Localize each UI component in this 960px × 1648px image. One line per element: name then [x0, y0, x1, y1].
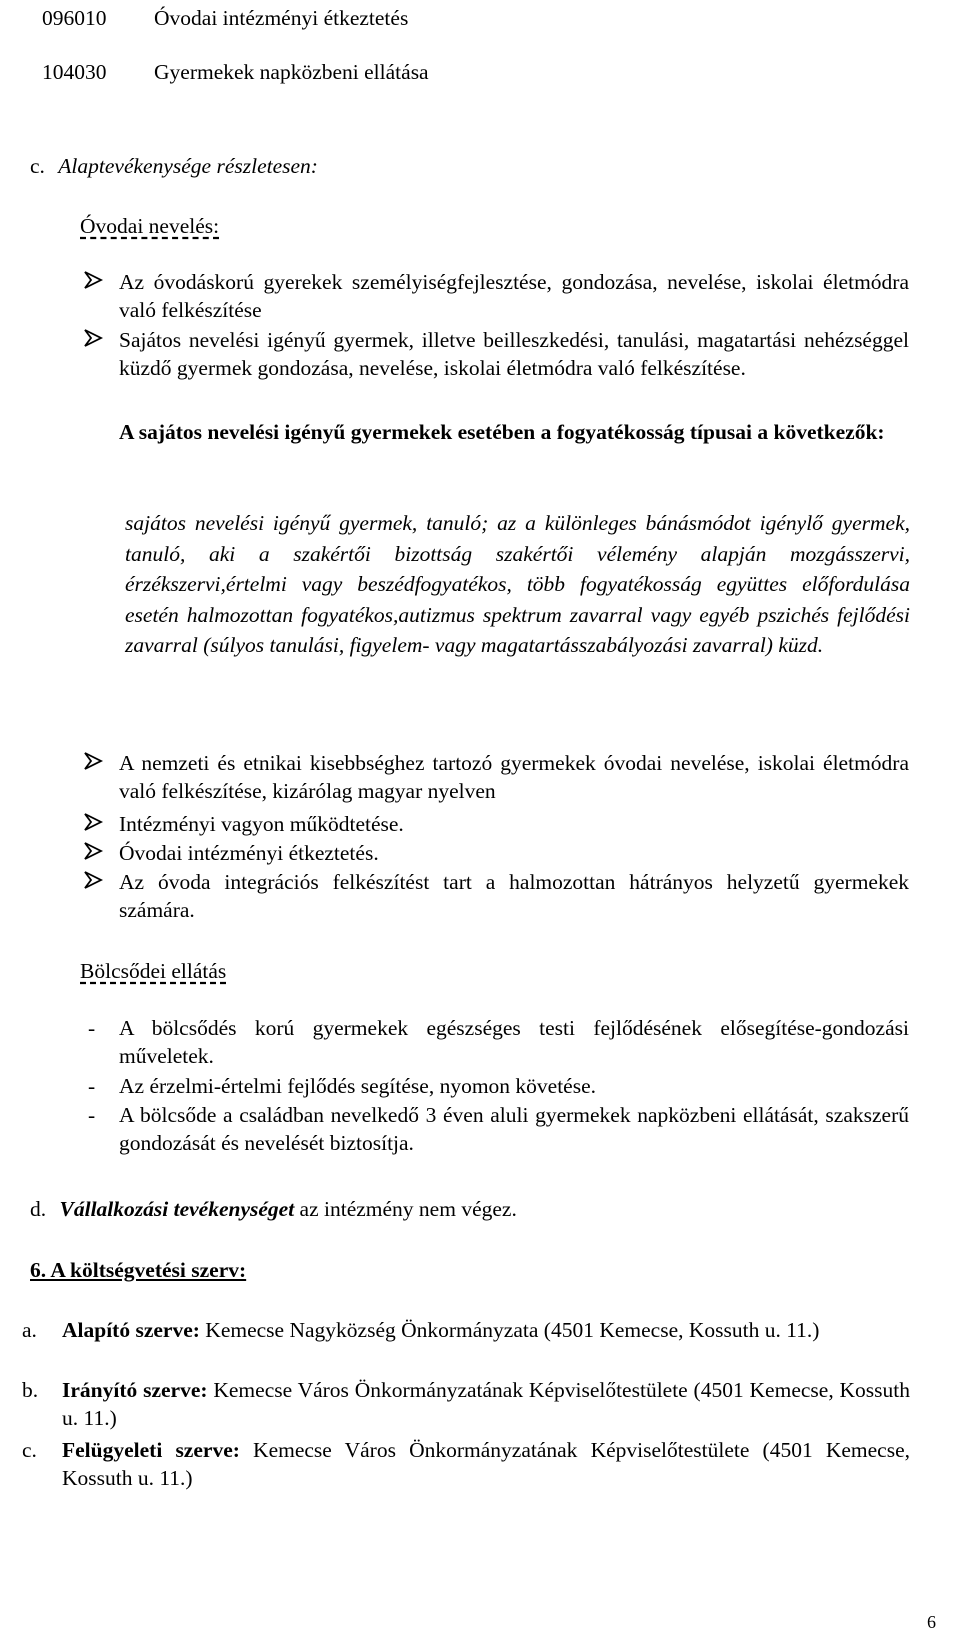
arrow-bullet-icon [82, 869, 108, 895]
arrow-bullet-icon [82, 840, 108, 866]
list-item-label: Felügyeleti szerve: [62, 1438, 240, 1462]
list-item-label: Alapító szerve: [62, 1318, 200, 1342]
list-item-text: Kemecse Nagyközség Önkormányzata (4501 Kemecse, Kossuth u. 11.) [199, 1318, 820, 1342]
section-letter: c. [30, 154, 45, 178]
dash-item-text: A bölcsődés korú gyermekek egészséges testi fejlődésének elősegítése-gondozási műveletek. [119, 1016, 909, 1068]
dash-bullet: - [88, 1074, 96, 1098]
dash-bullet: - [88, 1103, 96, 1127]
list-item [62, 1436, 910, 1492]
code-number: 104030 [42, 60, 107, 84]
code-row [42, 4, 409, 32]
dash-item-text: Az érzelmi-értelmi fejlődés segítése, nyomon követése. [119, 1074, 597, 1098]
bullet-text: Intézményi vagyon működtetése. [119, 812, 404, 836]
list-item-label: Irányító szerve: [62, 1378, 208, 1402]
bullet-text: Az óvoda integrációs felkészítést tart a halmozottan hátrányos helyzetű gyermekek számára. [119, 870, 909, 922]
bullet-text: Óvodai intézményi étkeztetés. [119, 841, 379, 865]
arrow-bullet-icon [82, 327, 108, 353]
arrow-bullet-icon [82, 811, 108, 837]
list-item [62, 1316, 910, 1344]
section6-heading: 6. A költségvetési szerv: [30, 1258, 247, 1282]
bold-paragraph: A sajátos nevelési igényű gyermekek esetében a fogyatékosság típusai a következők: [119, 420, 885, 444]
dash-bullet: - [88, 1016, 96, 1040]
section-title: Alaptevékenysége részletesen: [58, 154, 318, 178]
code-row [42, 58, 429, 86]
section-d-rest: az intézmény nem végez. [294, 1197, 517, 1221]
bolcsodei-heading: Bölcsődei ellátás [80, 959, 227, 983]
bullet-text: Az óvodáskorú gyerekek személyiségfejlesztése, gondozása, nevelése, iskolai életmódra való felkészítése [119, 270, 909, 322]
ovodai-heading: Óvodai nevelés: [80, 214, 220, 238]
list-letter: a. [22, 1318, 37, 1342]
section-letter: d. [30, 1197, 47, 1221]
arrow-bullet-icon [82, 269, 108, 295]
italic-paragraph: sajátos nevelési igényű gyermek, tanuló; az a különleges bánásmódot igénylő gyermek, tanuló, aki a szakértői bizottság szakértői vélemény alapján mozgásszervi, érzékszervi,értelmi vagy beszédfogyatékos, több fogyatékosság együttes előfordulása esetén halmozottan fogyatékos,autizmus spektrum zavarral vagy egyéb pszichés fejlődési zavarral (súlyos tanulási, figyelem- vagy magatartásszabályozási zavarral) küzd. [125, 511, 910, 657]
list-item-text: Kemecse Város Önkormányzatának Képviselőtestülete (4501 Kemecse, Kossuth u. 11.) [62, 1438, 911, 1490]
list-letter: b. [22, 1378, 39, 1402]
arrow-bullet-icon [82, 750, 108, 776]
list-item-text: Kemecse Város Önkormányzatának Képviselőtestülete (4501 Kemecse, Kossuth u. 11.) [62, 1378, 910, 1430]
section-c-heading [30, 152, 318, 180]
dash-item-text: A bölcsőde a családban nevelkedő 3 éven aluli gyermekek napközbeni ellátását, szakszerű gondozását és nevelését biztosítja. [119, 1103, 909, 1155]
code-label: Gyermekek napközbeni ellátása [154, 60, 429, 84]
list-letter: c. [22, 1438, 37, 1462]
page-number: 6 [927, 1612, 936, 1632]
bullet-text: A nemzeti és etnikai kisebbséghez tartozó gyermekek óvodai nevelése, iskolai életmódra való felkészítése, kizárólag magyar nyelven [119, 751, 909, 803]
code-label: Óvodai intézményi étkeztetés [154, 6, 409, 30]
bullet-text: Sajátos nevelési igényű gyermek, illetve beilleszkedési, tanulási, magatartási nehézséggel küzdő gyermek gondozása, nevelése, iskolai életmódra való felkészítése. [119, 328, 909, 380]
section-d-emphasis: Vállalkozási tevékenységet [59, 1197, 295, 1221]
code-number: 096010 [42, 6, 107, 30]
list-item [62, 1376, 910, 1432]
section-d [30, 1195, 517, 1223]
